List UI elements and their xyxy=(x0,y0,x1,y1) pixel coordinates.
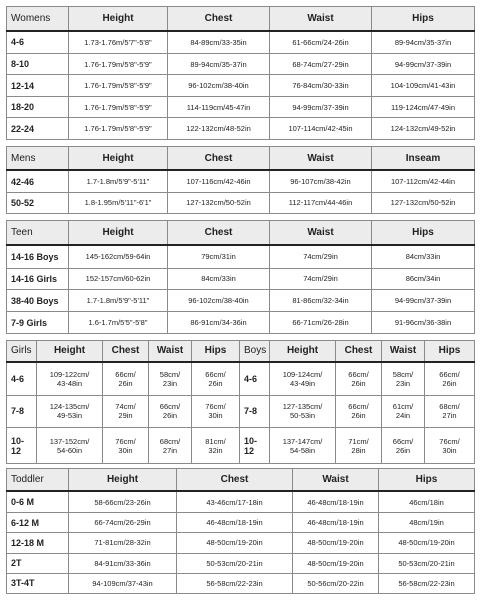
measurement-cell: 86cm/34in xyxy=(372,268,475,290)
cell-line: 26in xyxy=(208,378,223,388)
measurement-cell: 74cm/29in xyxy=(270,245,372,268)
toddler-header-hips-4: Hips xyxy=(379,469,475,492)
measurement-cell xyxy=(192,428,240,464)
measurement-cell: 107-116cm/42-46in xyxy=(168,170,270,192)
size-label xyxy=(7,362,37,395)
cell-line: 74cm/ xyxy=(115,402,136,412)
measurement-cell xyxy=(425,362,475,395)
measurement-cell: 89-94cm/35-37in xyxy=(372,31,475,53)
cell-line: 124-135cm/ xyxy=(49,402,90,412)
cell-line: 66cm/ xyxy=(159,402,181,412)
measurement-cell: 50-56cm/20-22in xyxy=(293,573,379,593)
table-row xyxy=(7,290,475,312)
teen-header-height-1: Height xyxy=(69,221,168,246)
measurement-cell: 1.76-1.79m/5'8"-5'9" xyxy=(69,96,168,118)
size-label: 0-6 M xyxy=(7,491,69,512)
measurement-cell: 104-109cm/41-43in xyxy=(372,75,475,97)
size-label: 3T-4T xyxy=(7,573,69,593)
measurement-cell: 48-50cm/19-20in xyxy=(293,533,379,553)
cell-line: 23in xyxy=(162,378,178,388)
measurement-cell: 119-124cm/47-49in xyxy=(372,96,475,118)
table-row xyxy=(7,395,475,427)
measurement-cell: 114-119cm/45-47in xyxy=(168,96,270,118)
mens-header-height-1: Height xyxy=(69,147,168,171)
mens-header-inseam-4: Inseam xyxy=(372,147,475,171)
measurement-cell xyxy=(37,428,103,464)
cell-line: 26in xyxy=(395,445,411,455)
cell-line: 43-49in xyxy=(289,378,316,388)
cell-line: 7-8 xyxy=(11,406,25,417)
toddler-header-waist-3: Waist xyxy=(293,469,379,492)
womens-header-waist-3: Waist xyxy=(270,7,372,31)
measurement-cell xyxy=(382,395,425,427)
measurement-cell: 107-112cm/42-44in xyxy=(372,170,475,192)
womens-header-row xyxy=(7,7,475,31)
measurement-cell: 46-48cm/18-19in xyxy=(293,513,379,533)
measurement-cell: 1.76-1.79m/5'8"-5'9" xyxy=(69,75,168,97)
measurement-cell: 1.76-1.79m/5'8"-5'9" xyxy=(69,118,168,140)
measurement-cell xyxy=(336,395,382,427)
table-row xyxy=(7,75,475,97)
measurement-cell xyxy=(382,362,425,395)
table-row xyxy=(7,491,475,512)
measurement-cell xyxy=(103,362,149,395)
measurement-cell xyxy=(270,362,336,395)
cell-line: 137-152cm/ xyxy=(49,436,90,446)
measurement-cell: 145-162cm/59-64in xyxy=(69,245,168,268)
measurement-cell: 91-96cm/36-38in xyxy=(372,312,475,334)
measurement-cell xyxy=(336,428,382,464)
measurement-cell xyxy=(336,362,382,395)
mens-header-chest-2: Chest xyxy=(168,147,270,171)
teen-header-row xyxy=(7,221,475,246)
kids-header-boys-5: Boys xyxy=(240,341,270,362)
womens-header-hips-4: Hips xyxy=(372,7,475,31)
cell-line: 4-6 xyxy=(244,373,258,384)
size-label xyxy=(240,362,270,395)
measurement-cell: 48-50cm/19-20in xyxy=(293,553,379,573)
cell-line: 30in xyxy=(208,411,223,421)
womens-header-height-1: Height xyxy=(69,7,168,31)
size-label: 38-40 Boys xyxy=(7,290,69,312)
mens-size-table xyxy=(6,146,475,214)
cell-line: 26in xyxy=(162,411,178,421)
cell-line: 109-124cm/ xyxy=(282,369,323,379)
measurement-cell xyxy=(192,362,240,395)
cell-line: 54-58in xyxy=(289,445,316,455)
cell-line: 30in xyxy=(118,445,133,455)
measurement-cell: 71-81cm/28-32in xyxy=(69,533,177,553)
measurement-cell: 96-102cm/38-40in xyxy=(168,75,270,97)
measurement-cell: 56-58cm/22-23in xyxy=(177,573,293,593)
cell-line: 30in xyxy=(442,445,457,455)
measurement-cell: 74cm/29in xyxy=(270,268,372,290)
size-label: 2T xyxy=(7,553,69,573)
cell-line: 4-6 xyxy=(11,373,25,384)
table-row xyxy=(7,312,475,334)
kids-header-waist-3: Waist xyxy=(149,341,192,362)
table-row xyxy=(7,245,475,268)
size-label xyxy=(240,428,270,464)
cell-line: 12 xyxy=(244,445,255,456)
table-row xyxy=(7,362,475,395)
cell-line: 10-12 xyxy=(11,435,25,456)
kids-header-girls-0: Girls xyxy=(7,341,37,362)
measurement-cell: 79cm/31in xyxy=(168,245,270,268)
measurement-cell: 124-132cm/49-52in xyxy=(372,118,475,140)
measurement-cell: 96-107cm/38-42in xyxy=(270,170,372,192)
measurement-cell: 1.6-1.7m/5'5"-5'8" xyxy=(69,312,168,334)
cell-line: 76cm/ xyxy=(439,436,460,446)
measurement-cell: 66-74cm/26-29in xyxy=(69,513,177,533)
teen-header-waist-3: Waist xyxy=(270,221,372,246)
measurement-cell xyxy=(382,428,425,464)
cell-line: 50-53in xyxy=(289,411,316,421)
table-row xyxy=(7,118,475,140)
size-label xyxy=(240,395,270,427)
measurement-cell: 48-50cm/19-20in xyxy=(177,533,293,553)
cell-line: 66cm/ xyxy=(115,369,136,379)
size-label: 14-16 Boys xyxy=(7,245,69,268)
measurement-cell: 81-86cm/32-34in xyxy=(270,290,372,312)
table-row xyxy=(7,170,475,192)
mens-header-mens-0: Mens xyxy=(7,147,69,171)
table-row xyxy=(7,268,475,290)
kids-header-chest-2: Chest xyxy=(103,341,149,362)
toddler-header-toddler-0: Toddler xyxy=(7,469,69,492)
cell-line: 68cm/ xyxy=(439,402,460,412)
cell-line: 26in xyxy=(351,411,366,421)
teen-size-table xyxy=(6,220,475,334)
measurement-cell: 94-109cm/37-43in xyxy=(69,573,177,593)
measurement-cell: 122-132cm/48-52in xyxy=(168,118,270,140)
size-label: 4-6 xyxy=(7,31,69,53)
table-row xyxy=(7,96,475,118)
cell-line: 43-48in xyxy=(56,378,83,388)
cell-line: 68cm/ xyxy=(159,436,181,446)
measurement-cell: 127-132cm/50-52in xyxy=(168,192,270,213)
measurement-cell xyxy=(149,362,192,395)
kids-header-hips-4: Hips xyxy=(192,341,240,362)
toddler-header-chest-2: Chest xyxy=(177,469,293,492)
measurement-cell xyxy=(37,395,103,427)
measurement-cell: 152-157cm/60-62in xyxy=(69,268,168,290)
measurement-cell: 58-66cm/23-26in xyxy=(69,491,177,512)
measurement-cell: 1.76-1.79m/5'8"-5'9" xyxy=(69,53,168,75)
toddler-header-row xyxy=(7,469,475,492)
cell-line: 66cm/ xyxy=(392,436,414,446)
size-label: 12-18 M xyxy=(7,533,69,553)
measurement-cell xyxy=(37,362,103,395)
teen-header-chest-2: Chest xyxy=(168,221,270,246)
cell-line: 27in xyxy=(162,445,178,455)
size-label xyxy=(7,428,37,464)
size-label: 50-52 xyxy=(7,192,69,213)
mens-header-waist-3: Waist xyxy=(270,147,372,171)
cell-line: 54-60in xyxy=(56,445,83,455)
measurement-cell: 1.73-1.76m/5'7"-5'8" xyxy=(69,31,168,53)
womens-header-chest-2: Chest xyxy=(168,7,270,31)
cell-line: 29in xyxy=(118,411,133,421)
size-label: 22-24 xyxy=(7,118,69,140)
cell-line: 23in xyxy=(395,378,411,388)
cell-line: 66cm/ xyxy=(205,369,226,379)
cell-line: 26in xyxy=(442,378,457,388)
measurement-cell: 96-102cm/38-40in xyxy=(168,290,270,312)
womens-header-womens-0: Womens xyxy=(7,7,69,31)
measurement-cell: 1.7-1.8m/5'9"-5'11" xyxy=(69,170,168,192)
measurement-cell: 50-53cm/20-21in xyxy=(379,553,475,573)
kids-size-table xyxy=(6,340,475,464)
measurement-cell: 1.7-1.8m/5'9"-5'11" xyxy=(69,290,168,312)
size-label: 7-9 Girls xyxy=(7,312,69,334)
measurement-cell: 48-50cm/19-20in xyxy=(379,533,475,553)
measurement-cell: 46-48cm/18-19in xyxy=(177,513,293,533)
measurement-cell: 127-132cm/50-52in xyxy=(372,192,475,213)
table-row xyxy=(7,533,475,553)
measurement-cell xyxy=(270,395,336,427)
cell-line: 26in xyxy=(118,378,133,388)
table-row xyxy=(7,573,475,593)
measurement-cell: 84cm/33in xyxy=(372,245,475,268)
measurement-cell: 56-58cm/22-23in xyxy=(379,573,475,593)
measurement-cell: 46cm/18in xyxy=(379,491,475,512)
measurement-cell: 107-114cm/42-45in xyxy=(270,118,372,140)
measurement-cell: 46-48cm/18-19in xyxy=(293,491,379,512)
table-row xyxy=(7,513,475,533)
cell-line: 10- xyxy=(244,435,258,446)
measurement-cell: 94-99cm/37-39in xyxy=(372,290,475,312)
table-row xyxy=(7,428,475,464)
kids-header-waist-8: Waist xyxy=(382,341,425,362)
toddler-header-height-1: Height xyxy=(69,469,177,492)
kids-header-hips-9: Hips xyxy=(425,341,475,362)
measurement-cell xyxy=(425,395,475,427)
measurement-cell: 68-74cm/27-29in xyxy=(270,53,372,75)
cell-line: 24in xyxy=(395,411,411,421)
measurement-cell xyxy=(149,428,192,464)
cell-line: 58cm/ xyxy=(159,369,181,379)
size-label: 8-10 xyxy=(7,53,69,75)
measurement-cell xyxy=(149,395,192,427)
measurement-cell xyxy=(192,395,240,427)
cell-line: 76cm/ xyxy=(205,402,226,412)
cell-line: 127-135cm/ xyxy=(282,402,323,412)
toddler-size-table xyxy=(6,468,475,594)
kids-header-height-6: Height xyxy=(270,341,336,362)
measurement-cell: 1.8-1.95m/5'11"-6'1" xyxy=(69,192,168,213)
size-label: 12-14 xyxy=(7,75,69,97)
kids-header-chest-7: Chest xyxy=(336,341,382,362)
measurement-cell xyxy=(425,428,475,464)
table-row xyxy=(7,553,475,573)
kids-header-row xyxy=(7,341,475,362)
cell-line: 76cm/ xyxy=(115,436,136,446)
measurement-cell: 66-71cm/26-28in xyxy=(270,312,372,334)
measurement-cell xyxy=(103,395,149,427)
measurement-cell: 84-91cm/33-36in xyxy=(69,553,177,573)
cell-line: 61cm/ xyxy=(392,402,414,412)
measurement-cell: 76-84cm/30-33in xyxy=(270,75,372,97)
size-label: 18-20 xyxy=(7,96,69,118)
measurement-cell: 43-46cm/17-18in xyxy=(177,491,293,512)
cell-line: 28in xyxy=(351,445,366,455)
womens-size-table xyxy=(6,6,475,140)
teen-header-teen-0: Teen xyxy=(7,221,69,246)
cell-line: 71cm/ xyxy=(348,436,369,446)
size-label xyxy=(7,395,37,427)
measurement-cell: 50-53cm/20-21in xyxy=(177,553,293,573)
table-row xyxy=(7,192,475,213)
measurement-cell: 61-66cm/24-26in xyxy=(270,31,372,53)
size-label: 42-46 xyxy=(7,170,69,192)
cell-line: 58cm/ xyxy=(392,369,414,379)
measurement-cell: 48cm/19in xyxy=(379,513,475,533)
cell-line: 137-147cm/ xyxy=(282,436,323,446)
measurement-cell: 86-91cm/34-36in xyxy=(168,312,270,334)
cell-line: 81cm/ xyxy=(205,436,226,446)
teen-header-hips-4: Hips xyxy=(372,221,475,246)
cell-line: 26in xyxy=(351,378,366,388)
measurement-cell: 84cm/33in xyxy=(168,268,270,290)
cell-line: 66cm/ xyxy=(439,369,460,379)
cell-line: 27in xyxy=(442,411,457,421)
size-label: 6-12 M xyxy=(7,513,69,533)
cell-line: 32in xyxy=(208,445,223,455)
cell-line: 7-8 xyxy=(244,406,258,417)
measurement-cell: 84-89cm/33-35in xyxy=(168,31,270,53)
measurement-cell: 94-99cm/37-39in xyxy=(270,96,372,118)
measurement-cell xyxy=(270,428,336,464)
cell-line: 109-122cm/ xyxy=(49,369,90,379)
cell-line: 66cm/ xyxy=(348,369,369,379)
table-row xyxy=(7,53,475,75)
measurement-cell: 89-94cm/35-37in xyxy=(168,53,270,75)
cell-line: 49-53in xyxy=(56,411,83,421)
cell-line: 66cm/ xyxy=(348,402,369,412)
measurement-cell: 94-99cm/37-39in xyxy=(372,53,475,75)
size-label: 14-16 Girls xyxy=(7,268,69,290)
measurement-cell: 112-117cm/44-46in xyxy=(270,192,372,213)
table-row xyxy=(7,31,475,53)
kids-header-height-1: Height xyxy=(37,341,103,362)
measurement-cell xyxy=(103,428,149,464)
mens-header-row xyxy=(7,147,475,171)
